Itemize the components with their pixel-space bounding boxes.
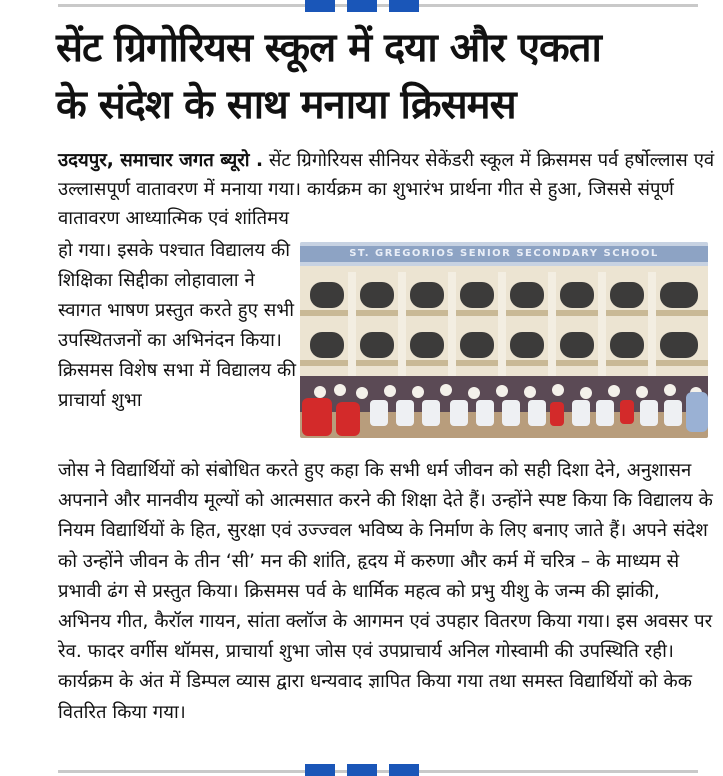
top-rule — [58, 4, 698, 7]
bottom-rule — [58, 770, 698, 773]
bottom-accent-block — [389, 764, 419, 776]
article-headline — [56, 20, 718, 134]
headline-line-1: सेंट ग्रिगोरियस स्कूल में दया और एकता — [56, 25, 601, 71]
article-body-continued: जोस ने विद्यार्थियों को संबोधित करते हुए कहा कि सभी धर्म जीवन को सही दिशा देने, अनुशासन अपनाने और मानवीय मूल्यों को आत्मसात करने की शिक्षा देते हैं। उन्होंने स्पष्ट किया कि विद्यालय के नियम विद्यार्थियों के हित, सुरक्षा एवं उज्ज्वल भविष्य के निर्माण के लिए बनाए जाते हैं। अपने संदेश को उन्होंने जीवन के तीन ‘सी’ मन की शांति, हृदय में करुणा और कर्म में चरित्र – के माध्यम से प्रभावी ढंग से प्रस्तुत किया। क्रिसमस पर्व के धार्मिक महत्व को प्रभु यीशु के जन्म की झांकी, अभिनय गीत, कैरॉल गायन, सांता क्लॉज के आगमन एवं उपहार वितरण किया गया। इस अवसर पर रेव. फादर वर्गीस थॉमस, प्राचार्या शुभा जोस एवं उपप्राचार्य अनिल गोस्वामी की उपस्थिति रही। कार्यक्रम के अंत में डिम्पल व्यास द्वारा धन्यवाद ज्ञापित किया गया तथा समस्त विद्यार्थियों को केक वितरित किया गया। — [58, 460, 713, 723]
bottom-accent-block — [347, 764, 377, 776]
bottom-decoration — [0, 762, 723, 776]
top-accent-block — [305, 0, 335, 12]
school-building-illustration — [300, 242, 708, 438]
top-decoration — [0, 0, 723, 18]
dateline: उदयपुर, समाचार जगत ब्यूरो . — [58, 150, 264, 171]
school-photo — [300, 242, 708, 438]
school-name-sign: ST. GREGORIOS SENIOR SECONDARY SCHOOL — [300, 246, 708, 262]
lead-text: सेंट ग्रिगोरियस सीनियर सेकेंडरी स्कूल में क्रिसमस पर्व हर्षोल्लास एवं उल्लासपूर्ण वातावरण में मनाया गया। कार्यक्रम का शुभारंभ प्रार्थना गीत से हुआ, जिससे संपूर्ण वातावरण आध्यात्मिक एवं शांतिमय — [58, 150, 715, 229]
headline-line-2: के संदेश के साथ मनाया क्रिसमस — [56, 82, 516, 128]
bottom-accent-block — [305, 764, 335, 776]
top-accent-block — [389, 0, 419, 12]
top-accent-block — [347, 0, 377, 12]
article-lead-paragraph — [58, 146, 716, 233]
article-wrap-column: हो गया। इसके पश्चात विद्यालय की शिक्षिका सिद्दीका लोहावाला ने स्वागत भाषण प्रस्तुत करते हुए सभी उपस्थितजनों का अभिनंदन किया। क्रिसमस विशेष सभा में विद्यालय की प्राचार्या शुभा — [58, 240, 296, 411]
